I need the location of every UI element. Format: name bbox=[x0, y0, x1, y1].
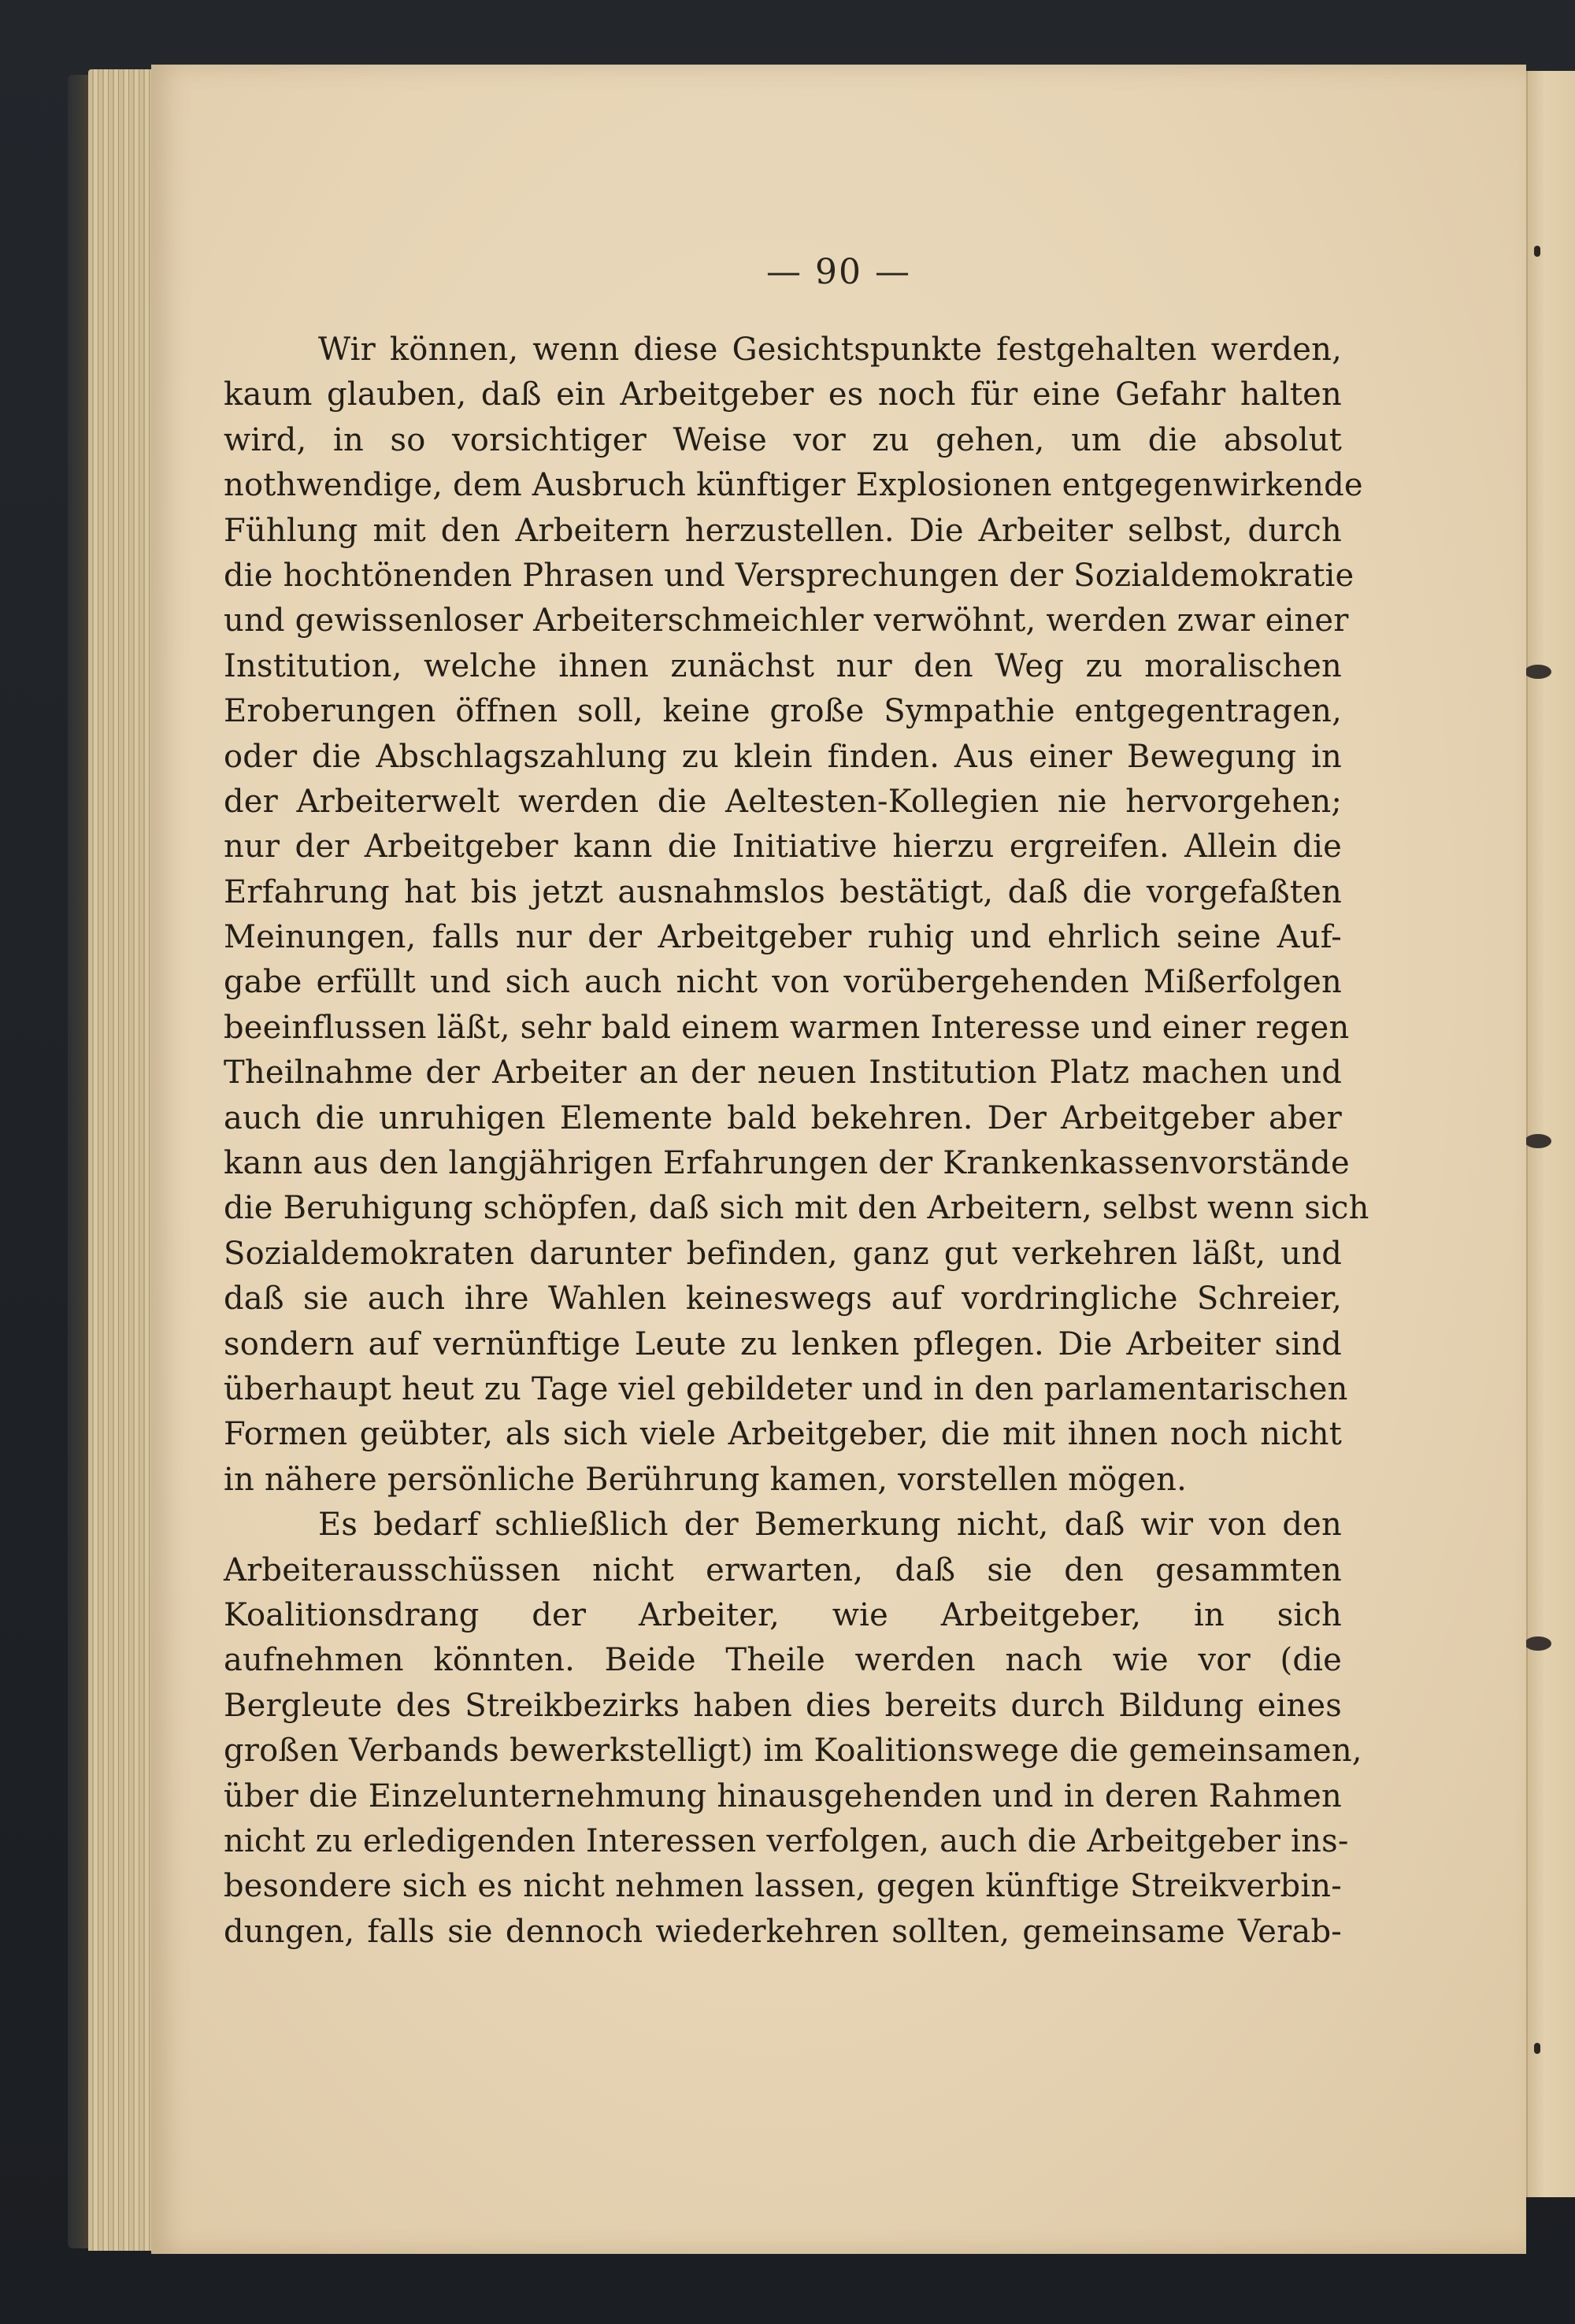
text-line: nothwendige, dem Ausbruch künftiger Explosionen entgegenwirkende bbox=[224, 467, 1363, 504]
text-line: die hochtönenden Phrasen und Versprechungen der Sozialdemokratie bbox=[224, 557, 1354, 594]
text-line: Es bedarf schließlich der Bemerkung nicht, daß wir von den bbox=[318, 1507, 1342, 1544]
text-line: aufnehmen könnten. Beide Theile werden nach wie vor (die bbox=[224, 1642, 1342, 1679]
paragraph-2 bbox=[224, 1503, 1362, 1955]
paragraph-1 bbox=[224, 328, 1369, 1503]
text-line: kann aus den langjährigen Erfahrungen der Krankenkassenvorstände bbox=[224, 1145, 1350, 1182]
text-line: der Arbeiterwelt werden die Aeltesten-Kollegien nie hervorgehen; bbox=[224, 783, 1342, 820]
text-line: nur der Arbeitgeber kann die Initiative hierzu ergreifen. Allein die bbox=[224, 828, 1342, 865]
text-line: über die Einzelunternehmung hinausgehenden und in deren Rahmen bbox=[224, 1777, 1342, 1814]
body-text bbox=[224, 328, 1369, 1955]
text-line: die Beruhigung schöpfen, daß sich mit den Arbeitern, selbst wenn sich bbox=[224, 1190, 1369, 1227]
text-line: wird, in so vorsichtiger Weise vor zu gehen, um die absolut bbox=[224, 421, 1342, 458]
text-line: überhaupt heut zu Tage viel gebildeter und in den parlamentarischen bbox=[224, 1370, 1348, 1407]
text-line: Arbeiterausschüssen nicht erwarten, daß sie den gesammten bbox=[224, 1551, 1342, 1588]
text-line: und gewissenloser Arbeiterschmeichler verwöhnt, werden zwar einer bbox=[224, 602, 1349, 639]
text-line: Institution, welche ihnen zunächst nur den Weg zu moralischen bbox=[224, 647, 1342, 684]
text-line: Fühlung mit den Arbeitern herzustellen. Die Arbeiter selbst, durch bbox=[224, 512, 1342, 549]
text-line: Formen geübter, als sich viele Arbeitgeber, die mit ihnen noch nicht bbox=[224, 1416, 1342, 1453]
text-line: Meinungen, falls nur der Arbeitgeber ruhig und ehrlich seine Auf- bbox=[224, 919, 1342, 956]
text-line: Theilnahme der Arbeiter an der neuen Institution Platz machen und bbox=[224, 1055, 1342, 1092]
text-line: beeinflussen läßt, sehr bald einem warmen Interesse und einer regen bbox=[224, 1009, 1350, 1046]
text-line: besondere sich es nicht nehmen lassen, gegen künftige Streikverbin- bbox=[224, 1868, 1342, 1905]
binding-dot bbox=[1534, 2043, 1540, 2054]
binding-dot bbox=[1534, 246, 1540, 257]
text-line: Eroberungen öffnen soll, keine große Sympathie entgegentragen, bbox=[224, 693, 1342, 730]
text-line: Erfahrung hat bis jetzt ausnahmslos bestätigt, daß die vorgefaßten bbox=[224, 873, 1342, 910]
text-line: großen Verbands bewerkstelligt) im Koalitionswege die gemeinsamen, bbox=[224, 1733, 1362, 1770]
binding-hole bbox=[1525, 665, 1551, 679]
page-number: — 90 — bbox=[766, 252, 911, 292]
text-line: daß sie auch ihre Wahlen keineswegs auf vordringliche Schreier, bbox=[224, 1281, 1342, 1318]
text-line: oder die Abschlagszahlung zu klein finden. Aus einer Bewegung in bbox=[224, 738, 1342, 775]
text-line: Sozialdemokraten darunter befinden, ganz gut verkehren läßt, und bbox=[224, 1235, 1342, 1272]
binding-hole bbox=[1525, 1134, 1551, 1148]
text-line: kaum glauben, daß ein Arbeitgeber es noch für eine Gefahr halten bbox=[224, 376, 1342, 413]
text-line: sondern auf vernünftige Leute zu lenken pflegen. Die Arbeiter sind bbox=[224, 1325, 1342, 1362]
text-line: Wir können, wenn diese Gesichtspunkte festgehalten werden, bbox=[318, 332, 1342, 368]
next-page-edge bbox=[1526, 71, 1575, 2197]
binding-hole bbox=[1525, 1636, 1551, 1651]
text-line: gabe erfüllt und sich auch nicht von vorübergehenden Mißerfolgen bbox=[224, 964, 1342, 1001]
text-line: Koalitionsdrang der Arbeiter, wie Arbeitgeber, in sich bbox=[224, 1596, 1342, 1633]
text-line: dungen, falls sie dennoch wiederkehren sollten, gemeinsame Verab- bbox=[224, 1913, 1342, 1950]
text-line: auch die unruhigen Elemente bald bekehren. Der Arbeitgeber aber bbox=[224, 1099, 1342, 1136]
text-line: in nähere persönliche Berührung kamen, vorstellen mögen. bbox=[224, 1461, 1188, 1498]
text-line: Bergleute des Streikbezirks haben dies bereits durch Bildung eines bbox=[224, 1687, 1342, 1724]
text-line: nicht zu erledigenden Interessen verfolgen, auch die Arbeitgeber ins- bbox=[224, 1822, 1349, 1859]
